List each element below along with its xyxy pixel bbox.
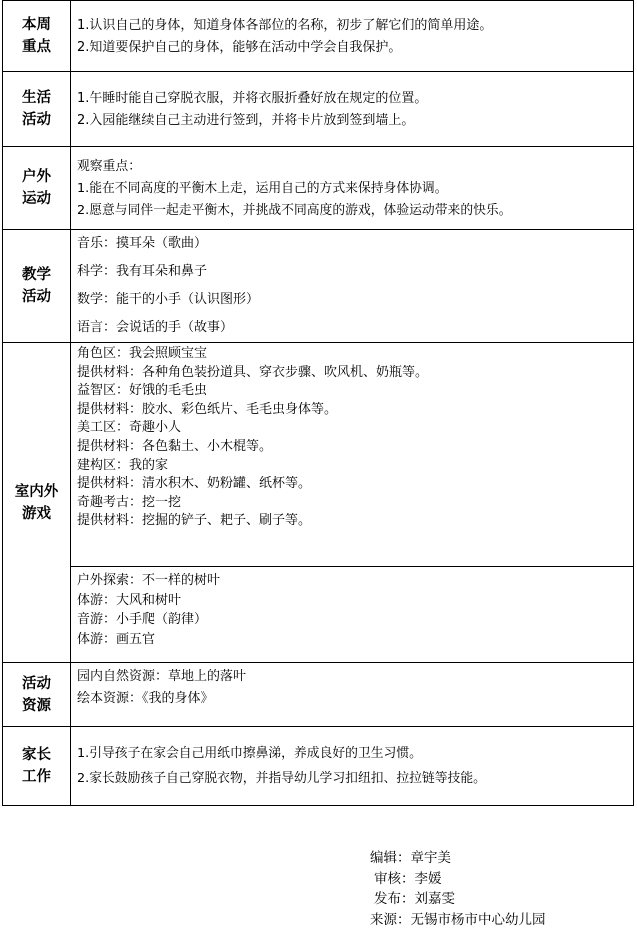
row-teaching-activities [3,230,634,343]
teaching-line-3: 数学：能干的小手（认识图形） [77,292,260,307]
heading-parent-work-text: 家长 工作 [22,747,51,785]
outdoor-game-line-2: 体游：大风和树叶 [77,592,182,608]
heading-teaching-activities-text: 教学 活动 [22,267,51,305]
heading-daily-life-text: 生活 活动 [22,90,51,128]
credit-reviewer: 审核：李媛 [374,870,442,887]
heading-outdoor-exercise-text: 户外 运动 [22,169,51,207]
heading-activity-resources-text: 活动 资源 [22,675,51,714]
outdoor-game-line-3: 音游：小手爬（韵律） [77,612,208,627]
heading-activity-resources [3,663,71,727]
credit-source: 来源：无锡市杨市中心幼儿园 [370,911,546,928]
heading-daily-life [3,72,71,147]
heading-indoor-outdoor-games [3,343,71,663]
heading-weekly-focus [3,1,71,72]
heading-outdoor-exercise [3,147,71,230]
weekly-plan-table [2,0,634,806]
focus-line-1: 1.认识自己的身体，知道身体各部位的名称，初步了解它们的简单用途。 [77,17,493,33]
indoor-line-10: 提供材料：挖掘的铲子、耙子、刷子等。 [77,513,312,529]
indoor-line-6: 提供材料：各色黏土、小木棍等。 [77,438,273,454]
cell-parent-work [71,727,634,806]
teaching-line-2: 科学：我有耳朵和鼻子 [77,264,208,279]
life-line-2: 2.入园能继续自己主动进行签到，并将卡片放到签到墙上。 [77,112,415,128]
heading-teaching-activities [3,230,71,343]
cell-outdoor-games [71,567,634,663]
indoor-line-8: 提供材料：清水积木、奶粉罐、纸杯等。 [77,476,312,492]
parents-line-1: 1.引导孩子在家会自己用纸巾擦鼻涕，养成良好的卫生习惯。 [77,746,422,761]
row-parent-work [3,727,634,806]
teaching-line-4: 语言：会说话的手（故事） [77,320,234,335]
teaching-line-1: 音乐：摸耳朵（歌曲） [77,236,208,251]
heading-games-text: 室内外 游戏 [14,483,59,522]
indoor-line-9: 奇趣考古：挖一挖 [77,494,182,510]
outdoor-game-line-1: 户外探索：不一样的树叶 [77,573,221,588]
row-daily-life [3,72,634,147]
cell-indoor-areas [71,343,634,567]
row-games-outdoor [3,567,634,663]
row-games-indoor [3,343,634,567]
indoor-line-2: 提供材料：各种角色装扮道具、穿衣步骤、吹风机、奶瓶等。 [77,364,429,380]
resources-line-2: 绘本资源：《我的身体》 [77,691,214,706]
credit-editor: 编辑：章宇美 [370,850,451,866]
outdoor-game-line-4: 体游：画五官 [77,631,156,647]
row-activity-resources [3,663,634,727]
heading-weekly-focus-text: 本周 重点 [22,17,51,55]
indoor-line-4: 提供材料：胶水、彩色纸片、毛毛虫身体等。 [77,401,338,417]
cell-activity-resources [71,663,634,727]
indoor-line-1: 角色区：我会照顾宝宝 [77,346,208,361]
life-line-1: 1.午睡时能自己穿脱衣服，并将衣服折叠好放在规定的位置。 [77,90,428,106]
outdoor-line-2: 1.能在不同高度的平衡木上走，运用自己的方式来保持身体协调。 [77,180,448,196]
row-weekly-focus [3,1,634,72]
credit-publisher: 发布：刘嘉雯 [374,891,455,907]
cell-teaching-activities [71,230,634,343]
row-outdoor-exercise [3,147,634,230]
resources-line-1: 园内自然资源：草地上的落叶 [77,669,247,684]
cell-daily-life [71,72,634,147]
credits-block [370,848,546,930]
focus-line-2: 2.知道要保护自己的身体，能够在活动中学会自我保护。 [77,39,402,55]
indoor-line-5: 美工区：奇趣小人 [77,420,182,436]
cell-weekly-focus [71,1,634,72]
outdoor-line-1: 观察重点： [77,158,141,174]
cell-outdoor-exercise [71,147,634,230]
heading-parent-work [3,727,71,806]
outdoor-line-3: 2.愿意与同伴一起走平衡木，并挑战不同高度的游戏，体验运动带来的快乐。 [77,202,512,218]
indoor-line-7: 建构区：我的家 [77,457,169,473]
parents-line-2: 2.家长鼓励孩子自己穿脱衣物，并指导幼儿学习扣纽扣、拉拉链等技能。 [77,771,486,786]
indoor-line-3: 益智区：好饿的毛毛虫 [77,383,208,399]
